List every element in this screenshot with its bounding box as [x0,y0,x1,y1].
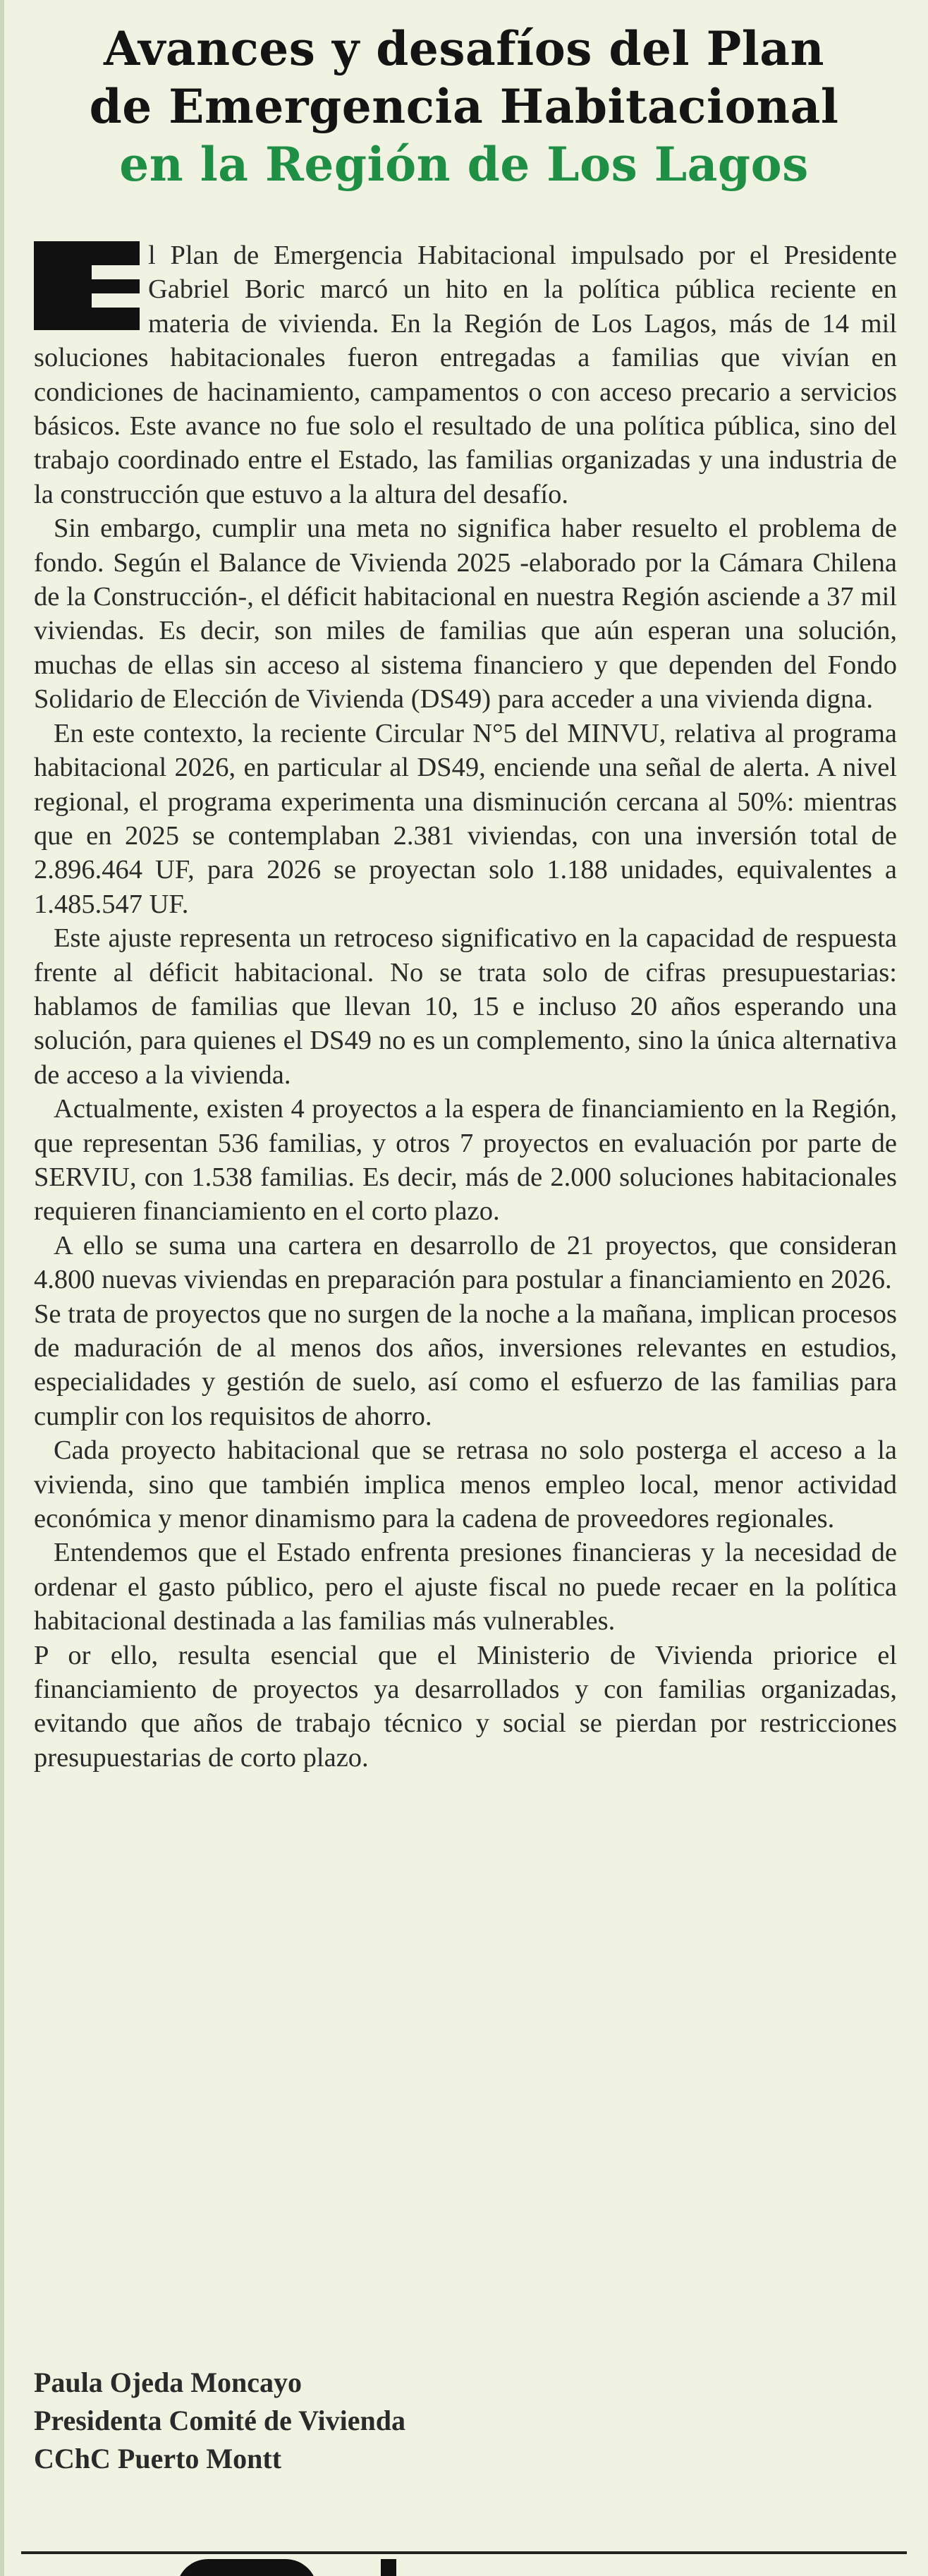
headline-line-2: de Emergencia Habitacional [89,79,839,134]
cropped-graphic-fragment-2 [381,2559,396,2576]
author-organization: CChC Puerto Montt [34,2443,282,2474]
paragraph-2: Sin embargo, cumplir una meta no significa haber resuelto el problema de fondo. Según el Balance de Vivienda 2025 -elaborado por la Cámara Chilena de la Construcción-, el déficit habitacional en nuestra Región asciende a 37 mil viviendas. Es decir, son miles de familias que aún esperan una solución, muchas de ellas sin acceso al sistema financiero y que dependen del Fondo Solidario de Elección de Vivienda (DS49) para acceder a una vivienda digna. [34,514,897,715]
drop-cap-letter [34,241,140,330]
paragraph-8: Cada proyecto habitacional que se retrasa no solo posterga el acceso a la vivienda, sino que también implica menos empleo local, menor actividad económica y menor dinamismo para la cadena de proveedores regionales. [34,1435,897,1534]
paragraph-7: Se trata de proyectos que no surgen de la noche a la mañana, implican procesos de maduración de al menos dos años, inversiones relevantes en estudios, especialidades y gestión de suelo, así como el esfuerzo de las familias para cumplir con los requisitos de ahorro. [34,1299,897,1431]
cropped-graphic-fragment [176,2559,317,2576]
page-edge-strip [0,0,4,2576]
headline [21,20,907,193]
paragraph-1 [34,238,897,511]
headline-line-3: en la Región de Los Lagos [119,137,809,192]
paragraph-10: P or ello, resulta esencial que el Ministerio de Vivienda priorice el financiamiento de proyectos ya desarrollados y con familias organizadas, evitando que años de trabajo técnico y social se pierdan por restricciones presupuestarias de corto plazo. [34,1640,897,1773]
cropped-graphic-shape [176,2559,317,2576]
bottom-divider [21,2551,907,2554]
headline-line-1: Avances y desafíos del Plan [103,21,825,76]
article-body [34,238,897,1775]
author-signature-block [34,2364,897,2478]
author-title: Presidenta Comité de Vivienda [34,2405,406,2436]
drop-cap-text [34,241,35,242]
paragraph-5: Actualmente, existen 4 proyectos a la espera de financiamiento en la Región, que representan 536 familias, y otros 7 proyectos en evaluación por parte de SERVIU, con 1.538 familias. Es decir, más de 2.000 soluciones habitacionales requieren financiamiento en el corto plazo. [34,1094,897,1227]
paragraph-1-text: l Plan de Emergencia Habitacional impulsado por el Presidente Gabriel Boric marcó un hito en la política pública reciente en materia de vivienda. En la Región de Los Lagos, más de 14 mil soluciones habitacionales fueron entregadas a familias que vivían en condiciones de hacinamiento, campamentos o con acceso precario a servicios básicos. Este avance no fue solo el resultado de una política pública, sino del trabajo coordinado entre el Estado, las familias organizadas y una industria de la construcción que estuvo a la altura del desafío. [34,241,897,509]
paragraph-9: Entendemos que el Estado enfrenta presiones financieras y la necesidad de ordenar el gasto público, pero el ajuste fiscal no puede recaer en la política habitacional destinada a las familias más vulnerables. [34,1538,897,1636]
author-name: Paula Ojeda Moncayo [34,2367,302,2398]
paragraph-4: Este ajuste representa un retroceso significativo en la capacidad de respuesta frente al déficit habitacional. No se trata solo de cifras presupuestarias: hablamos de familias que llevan 10, 15 e incluso 20 años esperando una solución, para quienes el DS49 no es un complemento, sino la única alternativa de acceso a la vivienda. [34,923,897,1090]
paragraph-3: En este contexto, la reciente Circular N°5 del MINVU, relativa al programa habitacional 2026, en particular al DS49, enciende una señal de alerta. A nivel regional, el programa experimenta una disminución cercana al 50%: mientras que en 2025 se contemplaban 2.381 viviendas, con una inversión total de 2.896.464 UF, para 2026 se proyectan solo 1.188 unidades, equivalentes a 1.485.547 UF. [34,718,897,919]
paragraph-6: A ello se suma una cartera en desarrollo de 21 proyectos, que consideran 4.800 nuevas viviendas en preparación para postular a financiamiento en 2026. [34,1230,897,1295]
